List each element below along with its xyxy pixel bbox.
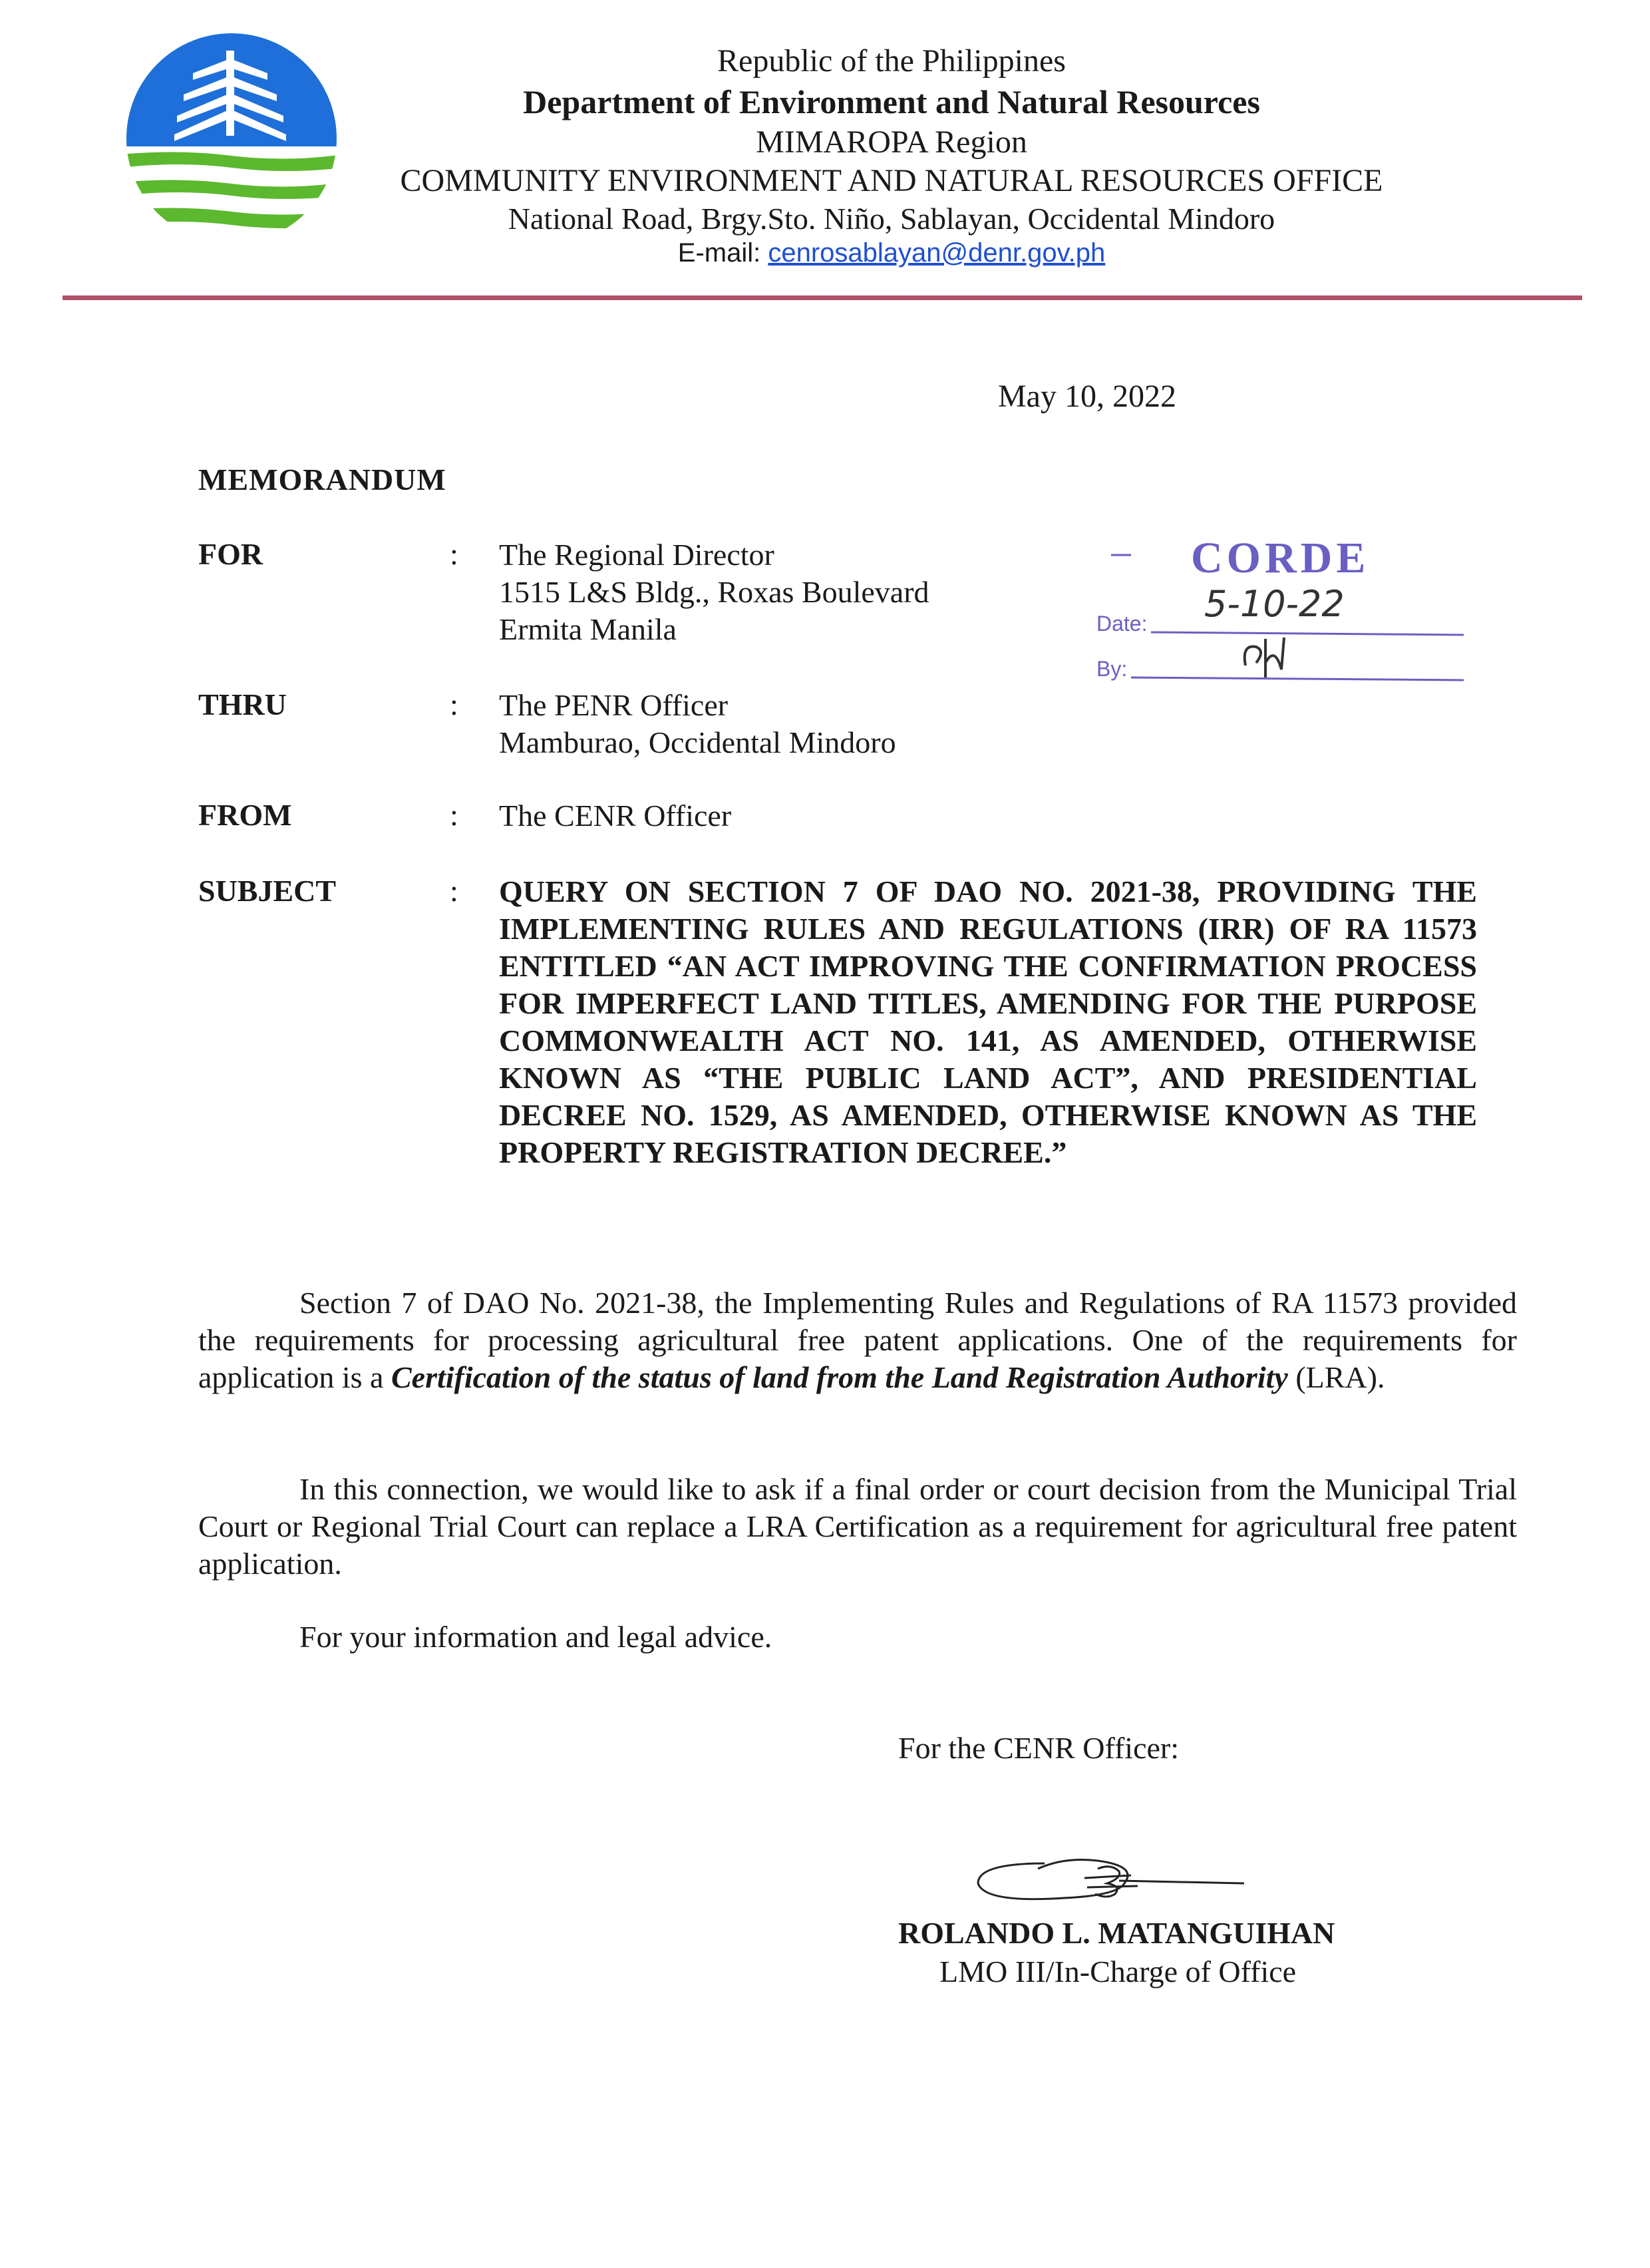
signatory-title: LMO III/In-Charge of Office bbox=[939, 1955, 1297, 1988]
for-line: 1515 L&S Bldg., Roxas Boulevard bbox=[499, 575, 929, 609]
thru-colon: : bbox=[450, 687, 458, 721]
body-paragraph-3 bbox=[198, 1618, 1517, 1656]
p2-text: In this connection, we would like to ask if a final order or court decision from the Municipal Trial Court or Regional Trial Court can replace a LRA Certification as a requirement for agricultural free patent application. bbox=[198, 1472, 1517, 1581]
for-colon: : bbox=[450, 537, 458, 571]
memo-title: MEMORANDUM bbox=[198, 463, 446, 496]
email-line bbox=[220, 240, 1564, 266]
for-label: FOR bbox=[198, 537, 263, 571]
stamp-date-value: 5-10-22 bbox=[1204, 583, 1345, 625]
handwritten-signature bbox=[965, 1837, 1264, 1917]
p1-emphasis: Certification of the status of land from the Land Registration Authority bbox=[391, 1360, 1288, 1394]
for-value bbox=[499, 536, 929, 648]
email-link[interactable]: cenrosablayan@denr.gov.ph bbox=[768, 238, 1106, 268]
thru-line: Mamburao, Occidental Mindoro bbox=[499, 725, 896, 759]
for-line: Ermita Manila bbox=[499, 612, 677, 646]
thru-line: The PENR Officer bbox=[499, 688, 729, 722]
from-value: The CENR Officer bbox=[499, 799, 732, 833]
p1-text-a: Section 7 of DAO No. 2021-38, the Implementing Rules and Regulations of RA 11573 provided the requirements for processing agricultural free patent applications. One of the requirements for application is a bbox=[198, 1286, 1517, 1394]
republic-line: Republic of the Philippines bbox=[717, 43, 1066, 79]
body-paragraph-2 bbox=[198, 1471, 1517, 1583]
subject-colon: : bbox=[450, 874, 458, 908]
p1-text-c: (LRA). bbox=[1287, 1360, 1385, 1394]
stamp-initials bbox=[1245, 638, 1284, 677]
stamp-by-label: By: bbox=[1096, 657, 1128, 681]
thru-value bbox=[499, 687, 896, 761]
email-label: E-mail: bbox=[677, 238, 768, 268]
received-stamp bbox=[1091, 532, 1477, 692]
from-colon: : bbox=[450, 798, 458, 832]
for-line: The Regional Director bbox=[499, 538, 774, 572]
body-paragraph-1 bbox=[198, 1284, 1517, 1396]
department-line: Department of Environment and Natural Resources bbox=[523, 83, 1260, 120]
signature-label: For the CENR Officer: bbox=[898, 1731, 1180, 1765]
office-line: COMMUNITY ENVIRONMENT AND NATURAL RESOURCES OFFICE bbox=[400, 163, 1383, 198]
address-line: National Road, Brgy.Sto. Niño, Sablayan, Occidental Mindoro bbox=[508, 202, 1275, 236]
thru-label: THRU bbox=[198, 687, 287, 721]
stamp-date-label: Date: bbox=[1096, 612, 1148, 636]
signatory-name: ROLANDO L. MATANGUIHAN bbox=[898, 1916, 1335, 1950]
subject-value: QUERY ON SECTION 7 OF DAO NO. 2021-38, PROVIDING THE IMPLEMENTING RULES AND REGULATIONS (IRR) OF RA 11573 ENTITLED “AN ACT IMPROVING THE CONFIRMATION PROCESS FOR IMPERFECT LAND TITLES, AMENDING FOR THE PURPOSE COMMONWEALTH ACT NO. 141, AS AMENDED, OTHERWISE KNOWN AS “THE PUBLIC LAND ACT”, AND PRESIDENTIAL DECREE NO. 1529, AS AMENDED, OTHERWISE KNOWN AS THE PROPERTY REGISTRATION DECREE.” bbox=[499, 874, 1477, 1169]
header-rule bbox=[63, 295, 1582, 300]
region-line: MIMAROPA Region bbox=[756, 124, 1027, 160]
from-label: FROM bbox=[198, 798, 292, 832]
stamp-word: CORDE bbox=[1191, 534, 1370, 582]
subject-label: SUBJECT bbox=[198, 874, 337, 908]
memo-date: May 10, 2022 bbox=[998, 379, 1176, 414]
p3-text: For your information and legal advice. bbox=[299, 1620, 772, 1654]
